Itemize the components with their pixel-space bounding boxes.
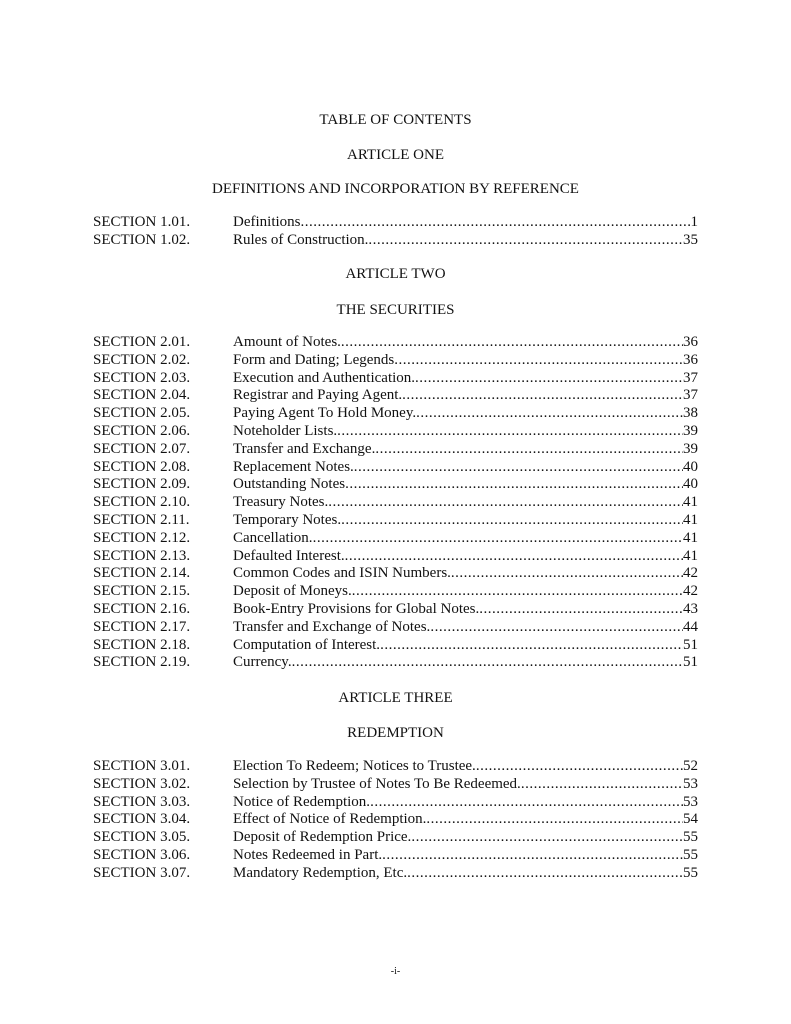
article-three-heading: REDEMPTION (347, 725, 444, 741)
section-number: SECTION 2.03. (93, 369, 191, 386)
page-number: 44 (683, 618, 698, 635)
section-number: SECTION 2.19. (93, 654, 191, 671)
dot-leader (313, 530, 683, 548)
page-number: 41 (683, 511, 698, 528)
dot-leader (375, 441, 683, 459)
section-number: SECTION 2.10. (93, 494, 191, 511)
section-title: Cancellation. (233, 529, 313, 546)
dot-leader (521, 776, 683, 794)
dot-leader (301, 214, 691, 232)
section-number: SECTION 3.03. (93, 793, 191, 810)
section-number: SECTION 2.02. (93, 351, 191, 368)
dot-leader (345, 548, 683, 566)
toc-entry[interactable] (93, 387, 698, 405)
section-title: Deposit of Moneys. (233, 583, 352, 600)
dot-leader (402, 387, 683, 405)
dot-leader (416, 405, 683, 423)
section-title: Book-Entry Provisions for Global Notes. (233, 600, 480, 617)
page-number: 37 (683, 387, 698, 404)
page-number: 37 (683, 369, 698, 386)
section-title: Execution and Authentication. (233, 369, 416, 386)
dot-leader (370, 794, 683, 812)
toc-entry[interactable] (93, 494, 698, 512)
toc-entry[interactable] (93, 654, 698, 672)
toc-entry[interactable] (93, 811, 698, 829)
toc-entry[interactable] (93, 619, 698, 637)
section-number: SECTION 2.15. (93, 583, 191, 600)
article-two-heading: THE SECURITIES (336, 302, 455, 318)
toc-entry[interactable] (93, 334, 698, 352)
toc-entry[interactable] (93, 459, 698, 477)
page-number: 55 (683, 829, 698, 846)
toc-entry[interactable] (93, 476, 698, 494)
dot-leader (354, 459, 683, 477)
section-title: Noteholder Lists. (233, 422, 338, 439)
section-number: SECTION 1.02. (93, 231, 191, 248)
toc-entry[interactable] (93, 829, 698, 847)
article-one-sections (93, 214, 698, 250)
section-title: Currency. (233, 654, 292, 671)
page-number: 52 (683, 758, 698, 774)
dot-leader (479, 601, 683, 619)
toc-entry[interactable] (93, 637, 698, 655)
page-number: 1 (690, 214, 698, 230)
section-number: SECTION 2.08. (93, 458, 191, 475)
section-title: Deposit of Redemption Price. (233, 829, 412, 846)
dot-leader (352, 583, 683, 601)
section-title: Temporary Notes. (233, 511, 342, 528)
toc-entry[interactable] (93, 565, 698, 583)
section-number: SECTION 3.05. (93, 829, 191, 846)
section-title: Transfer and Exchange of Notes. (233, 618, 431, 635)
page-number: 55 (683, 846, 698, 863)
dot-leader (382, 847, 683, 865)
dot-leader (430, 619, 683, 637)
toc-entry[interactable] (93, 232, 698, 250)
dot-leader (476, 758, 683, 776)
page-number: 41 (683, 547, 698, 564)
section-title: Treasury Notes. (233, 494, 329, 511)
page-number: 36 (683, 351, 698, 368)
toc-entry[interactable] (93, 441, 698, 459)
toc-entry[interactable] (93, 405, 698, 423)
toc-entry[interactable] (93, 512, 698, 530)
section-number: SECTION 1.01. (93, 214, 191, 230)
page-number: 53 (683, 775, 698, 792)
section-title: Mandatory Redemption, Etc. (233, 864, 408, 881)
page-number: 40 (683, 476, 698, 493)
section-number: SECTION 2.01. (93, 334, 191, 350)
section-number: SECTION 2.14. (93, 565, 191, 582)
dot-leader (337, 423, 683, 441)
page-number: 40 (683, 458, 698, 475)
dot-leader (345, 476, 683, 494)
dot-leader (292, 654, 683, 672)
section-number: SECTION 2.16. (93, 600, 191, 617)
page-number: 35 (683, 231, 698, 248)
dot-leader (380, 637, 683, 655)
page-number: 41 (683, 494, 698, 511)
section-title: Amount of Notes. (233, 334, 341, 350)
page-number: 39 (683, 422, 698, 439)
page-number: 51 (683, 636, 698, 653)
page-number: 36 (683, 334, 698, 350)
section-number: SECTION 3.04. (93, 811, 191, 828)
section-number: SECTION 2.06. (93, 422, 191, 439)
dot-leader (368, 232, 683, 250)
toc-entry[interactable] (93, 423, 698, 441)
section-number: SECTION 3.06. (93, 846, 191, 863)
toc-entry[interactable] (93, 847, 698, 865)
toc-entry[interactable] (93, 370, 698, 388)
toc-title: TABLE OF CONTENTS (319, 112, 472, 128)
dot-leader (411, 829, 683, 847)
page-number: 53 (683, 793, 698, 810)
section-number: SECTION 3.07. (93, 864, 191, 881)
dot-leader (451, 565, 683, 583)
dot-leader (328, 494, 683, 512)
section-number: SECTION 3.01. (93, 758, 191, 774)
section-title: Rules of Construction. (233, 231, 369, 248)
toc-entry[interactable] (93, 776, 698, 794)
article-three-label: ARTICLE THREE (338, 690, 453, 706)
section-title: Computation of Interest. (233, 636, 381, 653)
dot-leader (394, 352, 683, 370)
section-number: SECTION 2.09. (93, 476, 191, 493)
section-title: Definitions (233, 214, 301, 230)
toc-entry[interactable] (93, 601, 698, 619)
section-title: Registrar and Paying Agent. (233, 387, 403, 404)
toc-entry[interactable] (93, 548, 698, 566)
section-number: SECTION 2.07. (93, 440, 191, 457)
dot-leader (341, 512, 683, 530)
page-number: 38 (683, 405, 698, 422)
toc-entry[interactable] (93, 794, 698, 812)
section-number: SECTION 2.18. (93, 636, 191, 653)
section-title: Notes Redeemed in Part. (233, 846, 383, 863)
section-title: Notice of Redemption. (233, 793, 371, 810)
section-number: SECTION 2.17. (93, 618, 191, 635)
article-one-heading: DEFINITIONS AND INCORPORATION BY REFERENCE (212, 181, 579, 197)
dot-leader (415, 370, 683, 388)
toc-entry[interactable] (93, 583, 698, 601)
page-number: 43 (683, 600, 698, 617)
section-title: Defaulted Interest. (233, 547, 345, 564)
toc-entry[interactable] (93, 758, 698, 776)
section-number: SECTION 2.12. (93, 529, 191, 546)
page-number: 55 (683, 864, 698, 881)
dot-leader (426, 811, 683, 829)
section-title: Effect of Notice of Redemption. (233, 811, 427, 828)
toc-entry[interactable] (93, 530, 698, 548)
section-title: Common Codes and ISIN Numbers. (233, 565, 451, 582)
section-title: Transfer and Exchange. (233, 440, 376, 457)
section-title: Selection by Trustee of Notes To Be Redeemed. (233, 775, 521, 792)
dot-leader (341, 334, 683, 352)
section-title: Paying Agent To Hold Money. (233, 405, 417, 422)
section-title: Form and Dating; Legends (233, 351, 395, 368)
section-title: Outstanding Notes (233, 476, 346, 493)
page-number: 51 (683, 654, 698, 671)
section-number: SECTION 2.04. (93, 387, 191, 404)
toc-entry[interactable] (93, 214, 698, 232)
section-number: SECTION 2.11. (93, 511, 190, 528)
section-number: SECTION 2.13. (93, 547, 191, 564)
section-number: SECTION 3.02. (93, 775, 191, 792)
section-title: Replacement Notes. (233, 458, 354, 475)
article-three-sections (93, 758, 698, 883)
article-one-label: ARTICLE ONE (346, 147, 444, 163)
page-footer-number: -i- (390, 966, 401, 977)
section-number: SECTION 2.05. (93, 405, 191, 422)
page-number: 41 (683, 529, 698, 546)
page-number: 39 (683, 440, 698, 457)
page-number: 54 (683, 811, 698, 828)
page-number: 42 (683, 565, 698, 582)
toc-entry[interactable] (93, 865, 698, 883)
dot-leader (407, 865, 683, 883)
toc-entry[interactable] (93, 352, 698, 370)
section-title: Election To Redeem; Notices to Trustee. (233, 758, 476, 774)
article-two-sections (93, 334, 698, 672)
article-two-label: ARTICLE TWO (345, 266, 446, 282)
page-number: 42 (683, 583, 698, 600)
